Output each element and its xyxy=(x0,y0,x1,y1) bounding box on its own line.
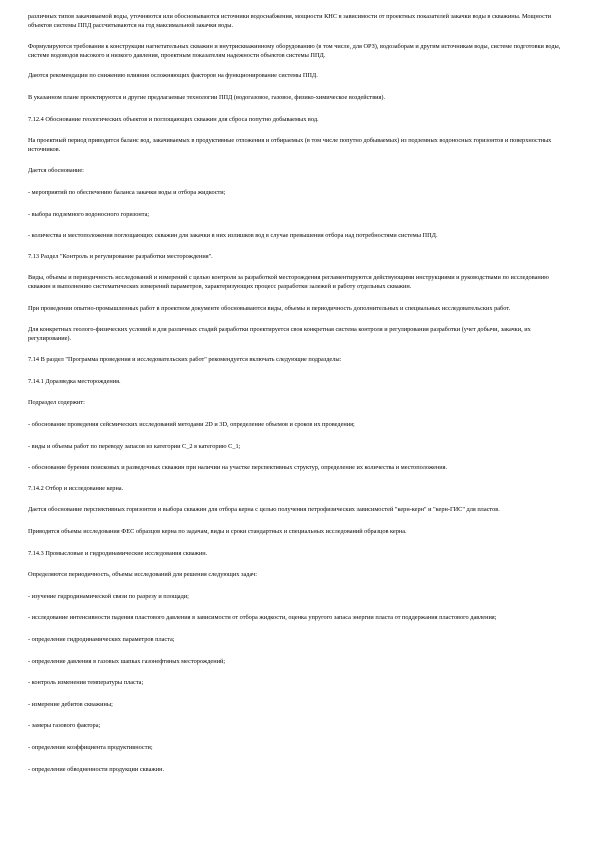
heading-7-14: 7.14 В раздел "Программа проведения и исследовательских работ" рекомендуется включать следующие подразделы: xyxy=(28,356,342,364)
list-item-exploration-drilling: - обоснование бурения поисковых и разведочных скважин при наличии на участке перспективных структур, определение их количества и местоположения. xyxy=(28,464,448,472)
heading-7-12-4: 7.12.4 Обоснование геологических объектов и поглощающих скважин для сброса попутно добываемых вод. xyxy=(28,115,319,123)
list-item-balance-measures: - мероприятий по обеспечению баланса закачки воды и отбора жидкости; xyxy=(28,188,226,196)
list-item-aquifer-choice: - выбора подземного водоносного горизонта; xyxy=(28,210,150,218)
paragraph-core-studies: Приводятся объемы исследования ФЕС образцов керна по задачам, виды и сроки стандартных и специальных исследований образцов керна. xyxy=(28,528,407,536)
paragraph-monitoring-types: Виды, объемы и периодичность исследований и измерений с целью контроля за разработкой месторождения регламентируются действующими инструкциями и руководствами по исследованию скважин и выполнению систематических измерений параметров, характеризующих процесс разработки залежей и работу отдельных скважин. xyxy=(28,274,549,290)
list-item-pressure-decline: - исследование интенсивности падения пластового давления в зависимости от отбора жидкости, оценка упругого запаса энергии пласта от поддержания пластового давления; xyxy=(28,614,497,622)
paragraph-other-technologies: В указанном плане проектируются и другие предлагаемые технологии ППД (водогазовое, газовое, физико-химическое воздействия). xyxy=(28,93,386,101)
paragraph-requirements: Формулируются требования к конструкции нагнетательных скважин и внутрискважинному оборудованию (в том числе, для ОРЗ), водозаборам и другим источникам воды, системе подготовки воды, системе водоводов высокого и низкого давления, проектным показателям надежности объектов системы ППД. xyxy=(28,43,561,59)
list-item-absorbing-wells: - количества и местоположения поглощающих скважин для закачки в них излишков вод в случае превышения отбора над потребностями системы ППД. xyxy=(28,232,438,240)
heading-7-14-3: 7.14.3 Промысловые и гидродинамические исследования скважин. xyxy=(28,549,208,557)
paragraph-water-balance: На проектный период приводится баланс вод, закачиваемых в продуктивные отложения и отбираемых (в том числе попутно добываемых) из подземных водоносных горизонтов и поверхностных источников. xyxy=(28,137,552,153)
paragraph-control-system: Для конкретных геолого-физических условий и для различных стадий разработки проектируется своя конкретная система контроля и регулирования разработки (учет добычи, закачки, их регулирование). xyxy=(28,326,531,342)
list-item-temperature: - контроль изменения температуры пласта; xyxy=(28,679,144,687)
list-item-water-cut: - определение обводненности продукции скважин. xyxy=(28,765,165,773)
list-item-seismic: - обоснование проведения сейсмических исследований методами 2D и 3D, определение объемов и сроков их проведения; xyxy=(28,421,355,429)
paragraph-justification-intro: Дается обоснование: xyxy=(28,167,84,175)
paragraph-subsection-contents: Подраздел содержит: xyxy=(28,399,85,407)
list-item-gas-factor: - замеры газового фактора; xyxy=(28,722,101,730)
paragraph-closing-injection: различных типов закачиваемой воды, уточняются или обосновываются источники водоснабжения, мощности КНС в зависимости от проектных показателей закачки воды в скважины. Мощности объектов системы ППД рассчитываются на год максимальной закачки воды. xyxy=(28,13,551,29)
list-item-reserves-transfer: - виды и объемы работ по переводу запасов из категории C_2 в категорию C_1; xyxy=(28,442,241,450)
heading-7-14-2: 7.14.2 Отбор и исследование керна. xyxy=(28,484,124,492)
paragraph-pilot-works: При проведении опытно-промышленных работ в проектном документе обосновываются виды, объемы и периодичность дополнительных и специальных исследовательских работ. xyxy=(28,304,511,312)
list-item-productivity: - определение коэффициента продуктивности; xyxy=(28,743,153,751)
heading-7-14-1: 7.14.1 Доразведка месторождения. xyxy=(28,377,121,385)
list-item-hydrodynamic-link: - изучение гидродинамической связи по разрезу и площади; xyxy=(28,592,189,600)
list-item-well-flow-rate: - измерение дебитов скважины; xyxy=(28,700,113,708)
paragraph-core-sampling: Дается обоснование перспективных горизонтов и выбора скважин для отбора керна с целью получения петрофизических зависимостей "керн-керн" и "керн-ГИС" для пластов. xyxy=(28,506,500,514)
list-item-hydrodynamic-params: - определение гидродинамических параметров пласта; xyxy=(28,636,175,643)
heading-7-13: 7.13 Раздел "Контроль и регулирование разработки месторождения". xyxy=(28,252,213,260)
paragraph-recommendations: Даются рекомендации по снижению влияния осложняющих факторов на функционирование системы ППД. xyxy=(28,72,318,80)
list-item-gas-cap-pressure: - определение давления в газовых шапках газонефтяных месторождений; xyxy=(28,657,226,665)
paragraph-tasks-intro: Определяются периодичность, объемы исследований для решения следующих задач: xyxy=(28,571,257,579)
